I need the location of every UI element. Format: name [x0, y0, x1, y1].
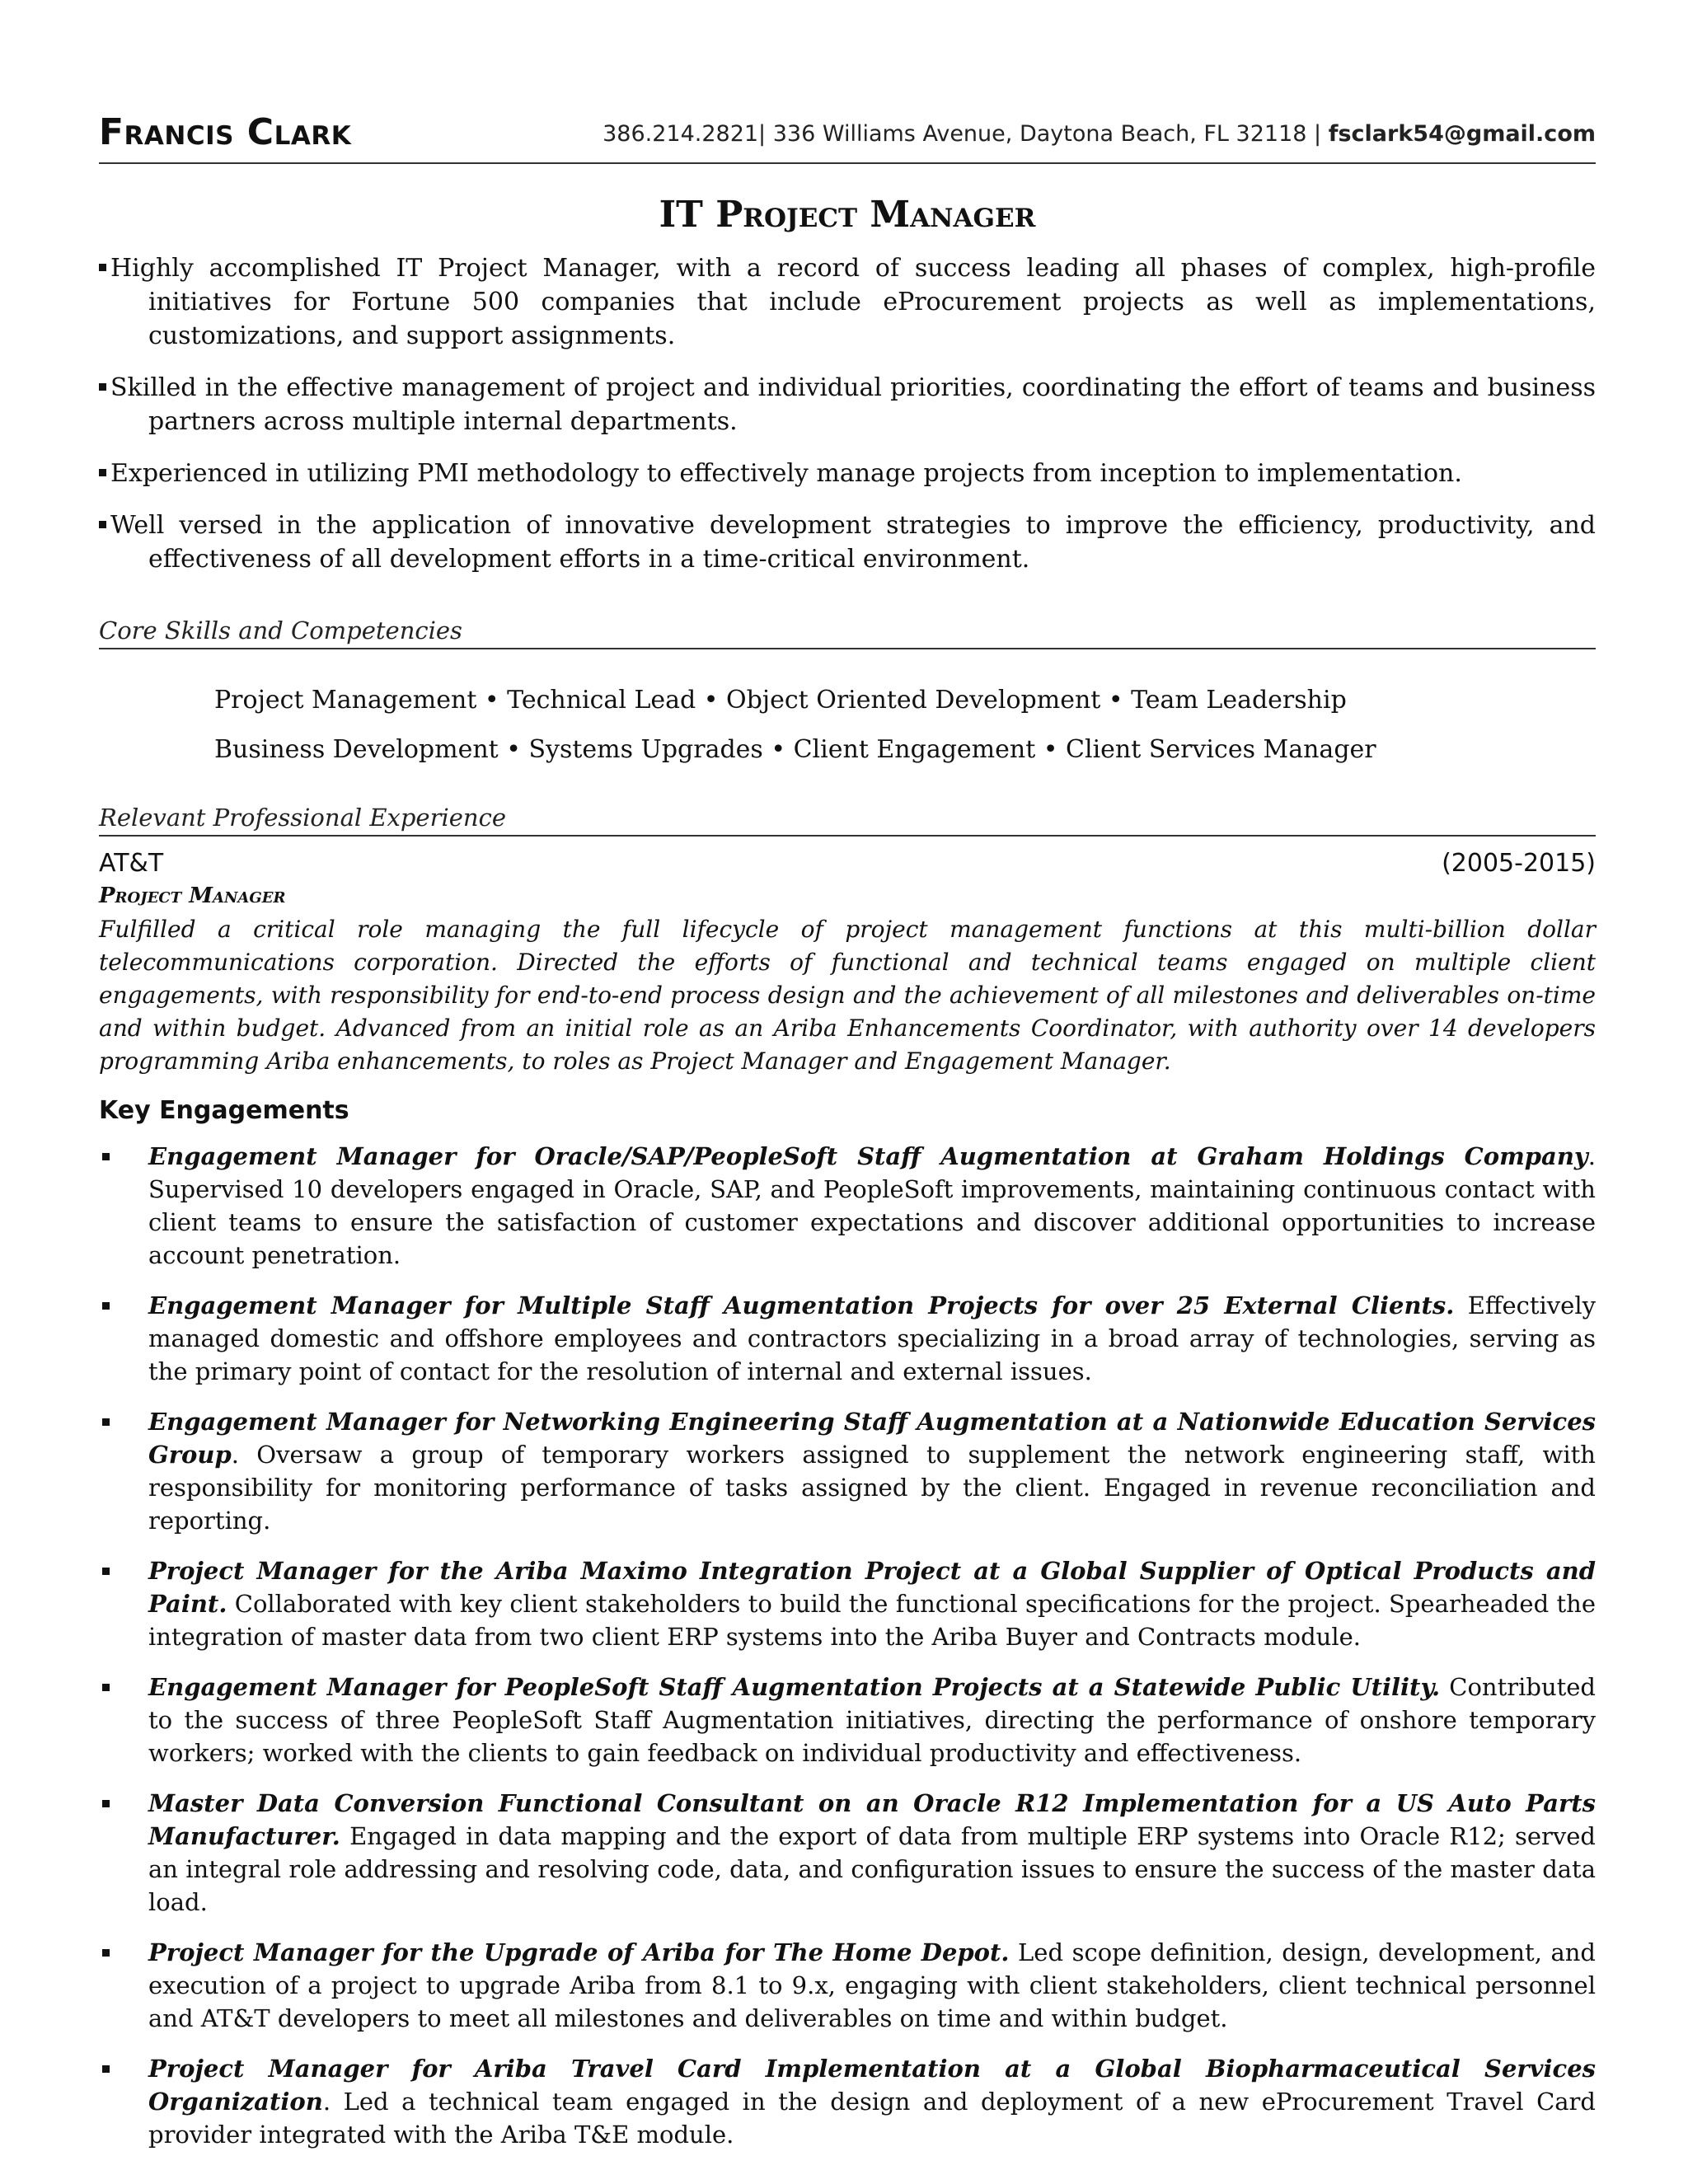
key-engagements-heading: Key Engagements: [99, 1096, 349, 1125]
bullet-icon: [102, 1418, 110, 1426]
candidate-name: Francis Clark: [99, 111, 352, 153]
skills-list: [214, 684, 1533, 783]
job-dates: (2005-2015): [1442, 849, 1596, 878]
list-item: Master Data Conversion Functional Consultant on an Oracle R12 Implementation for a US Auto Parts Manufacturer. Engaged in data mapping and the export of data from multiple ERP systems into Oracle R12; served an integral role addressing and resolving code, data, and configuration issues to ensure the success of the master data load.: [99, 1787, 1596, 1919]
bullet-icon: [102, 1153, 110, 1160]
bullet-icon: [102, 1800, 110, 1807]
summary-item: Skilled in the effective management of project and individual priorities, coordinating the effort of teams and business partners across multiple internal departments.: [99, 371, 1596, 438]
bullet-icon: [99, 264, 106, 271]
bullet-icon: [99, 521, 106, 528]
contact-info: [603, 121, 1596, 147]
summary-item: Experienced in utilizing PMI methodology to effectively manage projects from inception to implementation.: [99, 457, 1596, 490]
job-role: Project Manager: [99, 883, 286, 908]
list-item: Engagement Manager for PeopleSoft Staff Augmentation Projects at a Statewide Public Utility. Contributed to the success of three PeopleSoft Staff Augmentation initiatives, directing the performance of onshore temporary workers; worked with the clients to gain feedback on individual productivity and effectiveness.: [99, 1671, 1596, 1769]
email-link[interactable]: fsclark54@gmail.com: [1328, 121, 1596, 147]
job-description: Fulfilled a critical role managing the full lifecycle of project management functions at this multi-billion dollar telecommunications corporation. Directed the efforts of functional and technical teams engaged on multiple client engagements, with responsibility for end-to-end process design and the achievement of all milestones and deliverables on-time and within budget. Advanced from an initial role as an Ariba Enhancements Coordinator, with authority over 14 developers programming Ariba enhancements, to roles as Project Manager and Engagement Manager.: [99, 916, 1596, 1075]
skills-line: Project Management • Technical Lead • Object Oriented Development • Team Leadership: [214, 686, 1347, 715]
bullet-icon: [102, 1568, 110, 1575]
bullet-icon: [102, 1684, 110, 1691]
summary-item: Highly accomplished IT Project Manager, with a record of success leading all phases of complex, high-profile initiatives for Fortune 500 companies that include eProcurement projects as well as implementations, customizations, and support assignments.: [99, 251, 1596, 353]
list-item: Project Manager for the Ariba Maximo Integration Project at a Global Supplier of Optical Products and Paint. Collaborated with key client stakeholders to build the functional specifications for the project. Spearheaded the integration of master data from two client ERP systems into the Ariba Buyer and Contracts module.: [99, 1554, 1596, 1653]
summary-section: [99, 251, 1596, 594]
resume-header: [99, 111, 1596, 164]
company-name: AT&T: [99, 849, 164, 878]
contact-details: 386.214.2821| 336 Williams Avenue, Daytona Beach, FL 32118 |: [603, 121, 1329, 147]
skills-line: Business Development • Systems Upgrades • Client Engagement • Client Services Manager: [214, 735, 1376, 764]
list-item: Project Manager for Ariba Travel Card Implementation at a Global Biopharmaceutical Services Organization. Led a technical team engaged in the design and deployment of a new eProcurement Travel Card provider integrated with the Ariba T&E module.: [99, 2052, 1596, 2151]
list-item: Engagement Manager for Oracle/SAP/PeopleSoft Staff Augmentation at Graham Holdings Company. Supervised 10 developers engaged in Oracle, SAP, and PeopleSoft improvements, maintaining continuous contact with client teams to ensure the satisfaction of customer expectations and discover additional opportunities to increase account penetration.: [99, 1140, 1596, 1272]
resume-title: IT Project Manager: [659, 194, 1036, 236]
job-header: [99, 849, 1596, 882]
skills-heading: Core Skills and Competencies: [99, 616, 1596, 649]
bullet-icon: [102, 1302, 110, 1310]
bullet-icon: [102, 1949, 110, 1957]
list-item: Project Manager for the Upgrade of Ariba for The Home Depot. Led scope definition, design, development, and execution of a project to upgrade Ariba from 8.1 to 9.x, engaging with client stakeholders, client technical personnel and AT&T developers to meet all milestones and deliverables on time and within budget.: [99, 1936, 1596, 2035]
bullet-icon: [102, 2065, 110, 2073]
bullet-icon: [99, 383, 106, 391]
list-item: Engagement Manager for Networking Engineering Staff Augmentation at a Nationwide Education Services Group. Oversaw a group of temporary workers assigned to supplement the network engineering staff, with responsibility for monitoring performance of tasks assigned by the client. Engaged in revenue reconciliation and reporting.: [99, 1405, 1596, 1537]
engagement-list: [99, 1140, 1596, 2151]
bullet-icon: [99, 469, 106, 476]
experience-heading: Relevant Professional Experience: [99, 804, 1596, 837]
job-entry: [99, 849, 1596, 2168]
summary-item: Well versed in the application of innovative development strategies to improve the efficiency, productivity, and effectiveness of all development efforts in a time-critical environment.: [99, 509, 1596, 576]
list-item: Engagement Manager for Multiple Staff Augmentation Projects for over 25 External Clients. Effectively managed domestic and offshore employees and contractors specializing in a broad array of technologies, serving as the primary point of contact for the resolution of internal and external issues.: [99, 1289, 1596, 1388]
